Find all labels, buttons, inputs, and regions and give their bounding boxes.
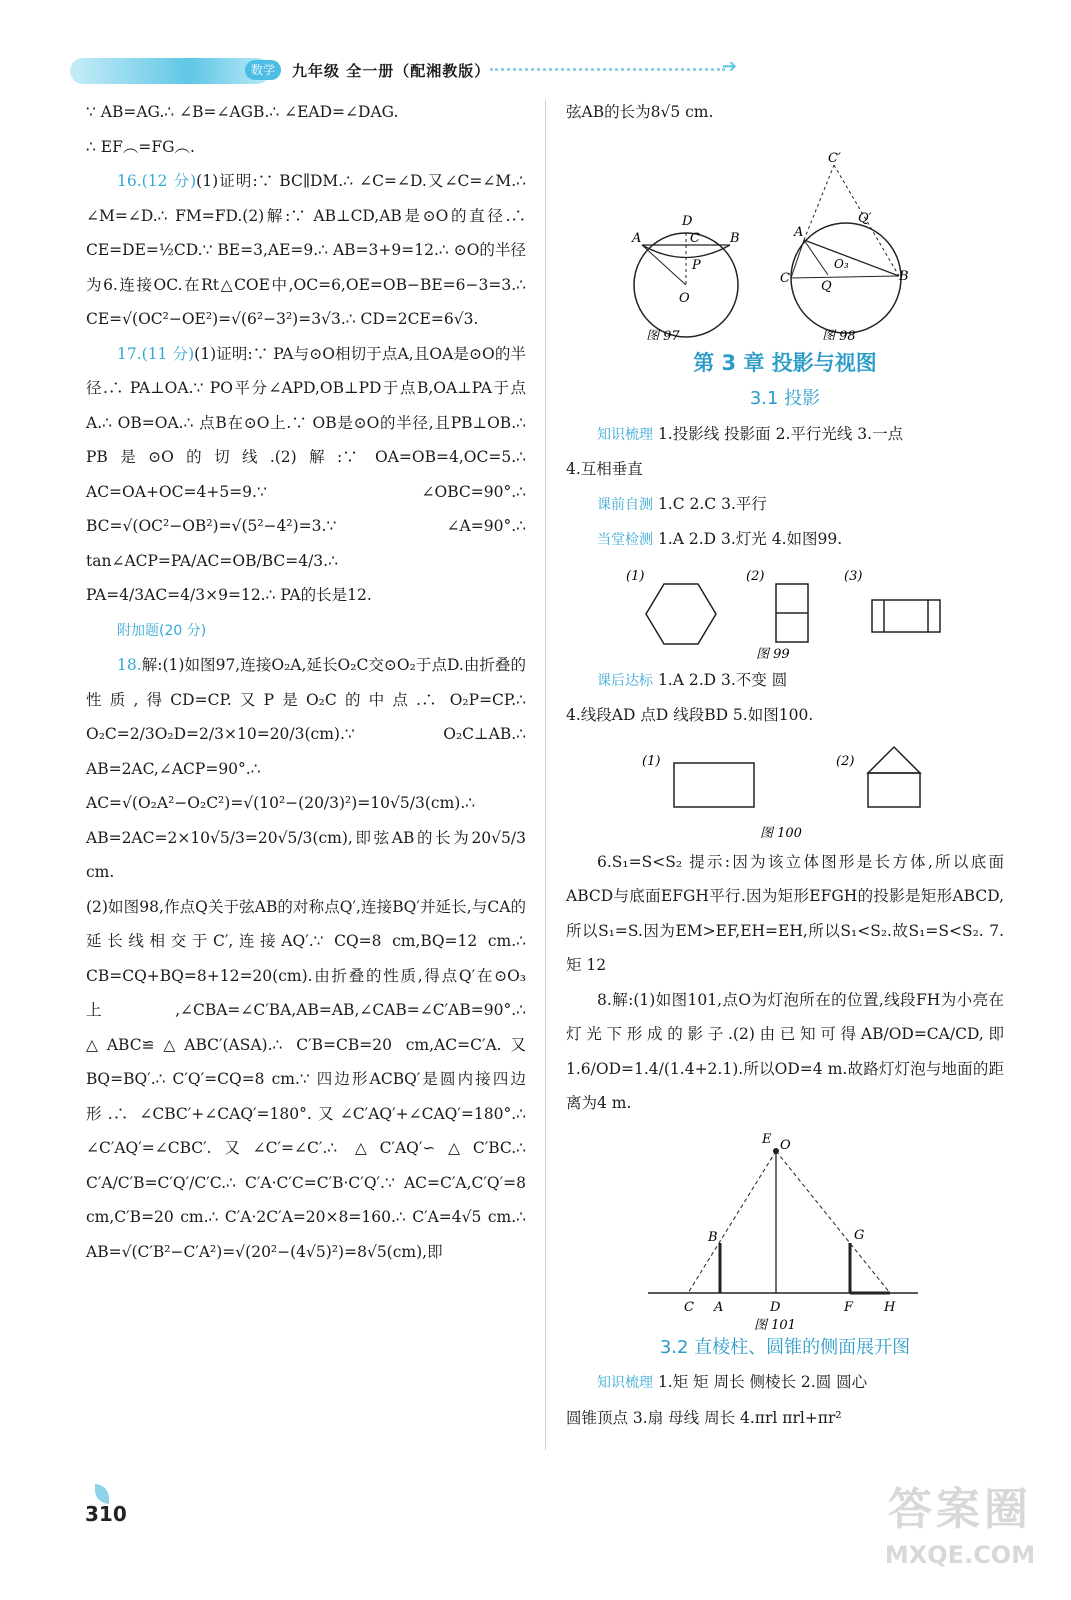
answer-text: 4.线段AD 点D 线段BD 5.如图100. [566, 706, 814, 724]
header-swoosh [70, 58, 270, 84]
answer-row [566, 1365, 1004, 1401]
svg-text:C: C [690, 230, 700, 246]
caption-99: 图 99 [756, 646, 790, 662]
section-tag: 课后达标 [597, 672, 653, 689]
svg-text:D: D [770, 1299, 781, 1315]
answer-text: (1)证明:∵ BC∥DM.∴ ∠C=∠D.又∠C=∠M.∴ ∠M=∠D.∴ FM=FD.(2)解:∵ AB⊥CD,AB是⊙O的直径.∴ CE=DE=½CD.∵ BE=3,AE=9.∴ AB=3+9=12.∴ ⊙O的半径为6.连接OC.在Rt△COE中,OC=6,OE=OB−BE=6−3=3.∴ CE=√(OC²−OE²)=√(6²−3²)=3√3.∴ CD=2CE=6√3. [86, 172, 526, 328]
answer-row [566, 522, 1004, 558]
svg-text:O: O [679, 290, 690, 306]
question-18 [86, 648, 526, 890]
view-shapes [566, 733, 1004, 845]
watermark [880, 1480, 1040, 1590]
svg-text:F: F [844, 1299, 854, 1315]
answer-text: 1.A 2.D 3.灯光 4.如图99. [657, 530, 843, 548]
question-17 [86, 337, 526, 613]
answer-text: 1.C 2.C 3.平行 [657, 494, 767, 513]
svg-text:C: C [684, 1299, 694, 1315]
section-title: 3.1 投影 [749, 388, 821, 409]
answer-text: (1)证明:∵ PA与⊙O相切于点A,且OA是⊙O的半径.∴ PA⊥OA.∵ PO平分∠APD,OB⊥PD于点B,OA⊥PA于点A.∴ OB=OA.∴ 点B在⊙O上.∵ OB是⊙O的半径,且PB⊥OB.∴ PB是⊙O的切线.(2)解:∵ OA=OB=4,OC=5.∴ AC=OA+OC=4+5=9.∵ ∠OBC=90°.∴ BC=√(OC²−OB²)=√(5²−4²)=3.∵ ∠A=90°.∴ tan∠ACP=PA/AC=OB/BC=4/3.∴ PA=4/3AC=4/3×9=12.∴ PA的长是12. [86, 344, 526, 604]
svg-text:B: B [708, 1229, 718, 1245]
fig99-label-2: (2) [746, 568, 765, 584]
answer-row [566, 487, 1004, 523]
projection-shapes [566, 558, 1004, 663]
svg-text:A: A [714, 1299, 724, 1315]
answer-text: 解:(1)如图97,连接O₂A,延长O₂C交⊙O₂于点D.由折叠的性质,得CD=CP.又P是O₂C的中点.∴ O₂P=CP.∴ O₂C=2/3O₂D=2/3×10=20/3(cm).∵ O₂C⊥AB.∴ AB=2AC,∠ACP=90°.∴ AC=√(O₂A²−O₂C²)=√(10²−(20/3)²)=10√5/3(cm).∴ AB=2AC=2×10√5/3=20√5/3(cm),即弦AB的长为20√5/3 cm. [86, 656, 526, 881]
question-16 [86, 164, 526, 337]
svg-text:B: B [730, 230, 740, 246]
chapter-title: 第 3 章 投影与视图 [693, 350, 877, 375]
svg-text:H: H [884, 1299, 896, 1315]
left-column [86, 95, 526, 1269]
subject-badge: 数学 [245, 60, 281, 80]
answer-text: 1.矩 矩 周长 侧棱长 2.圆 圆心 [657, 1373, 868, 1391]
caption-101: 图 101 [754, 1317, 796, 1331]
section-title: 3.2 直棱柱、圆锥的侧面展开图 [659, 1336, 911, 1358]
caption-100: 图 100 [760, 825, 802, 841]
fig100-label-2: (2) [836, 753, 855, 769]
answer-row [566, 417, 1004, 453]
circle-diagrams [566, 130, 1004, 340]
figure-100 [566, 733, 1004, 845]
section-tag: 知识梳理 [597, 426, 653, 443]
section-tag: 当堂检测 [597, 532, 653, 548]
book-title: 九年级 全一册（配湘教版） [292, 62, 491, 80]
svg-text:D: D [682, 213, 693, 229]
svg-text:O₃: O₃ [834, 256, 849, 271]
svg-text:C: C [780, 270, 790, 286]
text-line: 弦AB的长为8√5 cm. [566, 103, 714, 121]
answer-text: 圆锥顶点 3.扇 母线 周长 4.πrl πrl+πr² [566, 1408, 842, 1427]
fig100-label-1: (1) [642, 753, 661, 769]
text-line: ∴ EF︵=FG︵. [86, 137, 195, 156]
svg-text:B: B [899, 268, 909, 284]
svg-text:G: G [854, 1227, 865, 1243]
leaf-icon [95, 1484, 109, 1504]
fig99-label-3: (3) [844, 568, 863, 584]
caption-98: 图 98 [822, 328, 856, 340]
fig99-label-1: (1) [626, 568, 645, 584]
svg-text:O: O [780, 1137, 791, 1153]
answer-text: 1.A 2.D 3.不变 圆 [657, 670, 788, 689]
header-dots [490, 68, 725, 71]
figure-99 [566, 558, 1004, 663]
section-tag: 知识梳理 [597, 1375, 653, 1391]
answer-row [566, 663, 1004, 699]
question-number: 16.(12 分) [117, 172, 197, 190]
caption-97: 图 97 [646, 328, 680, 340]
svg-text:E: E [762, 1131, 772, 1147]
svg-text:A: A [794, 224, 804, 240]
page-number: 310 [85, 1502, 127, 1526]
svg-text:Q: Q [821, 278, 832, 294]
arrow-right-icon: ➔ [722, 56, 738, 77]
figures-97-98 [566, 130, 1004, 340]
page-header [60, 50, 760, 86]
watermark-url: MXQE.COM [884, 1541, 1036, 1569]
svg-text:A: A [632, 230, 642, 246]
column-divider [545, 100, 546, 1450]
right-column [566, 95, 1004, 1435]
hint-text: 提示:因为该立体图形是长方体,所以底面ABCD与底面EFGH平行.因为矩形EFGH的投影是矩形ABCD,所以S₁=S.因为EM>EF,EH=EH,所以S₁<S₂.故S₁=S<S₂. [566, 852, 1004, 940]
figure-101 [566, 1121, 1004, 1331]
answer-text: 6.S₁=S<S₂ [597, 852, 683, 871]
section-tag: 课前自测 [597, 496, 653, 513]
answer-text: (2)如图98,作点Q关于弦AB的对称点Q′,连接BQ′并延长,与CA的延长线相交于C′,连接AQ′.∵ CQ=8 cm,BQ=12 cm.∴ CB=CQ+BQ=8+12=20(cm).由折叠的性质,得点Q′在⊙O₃上,∠CBA=∠C′BA,AB=AB,∠CAB=∠C′AB=90°.∴ △ABC≌△ABC′(ASA).∴ C′B=CB=20 cm,AC=C′A.又BQ=BQ′.∴ C′Q′=CQ=8 cm.∵ 四边形ACBQ′是圆内接四边形.∴ ∠CBC′+∠CAQ′=180°.又∠C′AQ′+∠CAQ′=180°.∴ ∠C′AQ′=∠CBC′.又∠C′=∠C′.∴ △C′AQ′∽△C′BC.∴ C′A/C′B=C′Q′/C′C.∴ C′A·C′C=C′B·C′Q′.∵ AC=C′A,C′Q′=8 cm,C′B=20 cm.∴ C′A·2C′A=20×8=160.∴ C′A=4√5 cm.∴ AB=√(C′B²−C′A²)=√(20²−(4√5)²)=8√5(cm),即 [86, 897, 526, 1261]
watermark-logo: 答案圈 [888, 1484, 1032, 1535]
svg-text:C′: C′ [828, 150, 841, 166]
extra-heading [86, 613, 526, 649]
svg-text:P: P [692, 257, 701, 273]
extra-label: 附加题(20 分) [117, 622, 207, 639]
answer-text: 1.投影线 投影面 2.平行光线 3.一点 [657, 424, 904, 443]
question-number: 17.(11 分) [117, 344, 195, 363]
svg-text:Q′: Q′ [858, 210, 872, 226]
answer-6 [566, 845, 1004, 983]
answer-text: 7.矩 12 [566, 921, 1004, 974]
text-line: ∵ AB=AG.∴ ∠B=∠AGB.∴ ∠EAD=∠DAG. [86, 103, 399, 121]
question-number: 18. [117, 656, 142, 674]
lamp-shadow-diagram [566, 1121, 1004, 1331]
answer-8: 8.解:(1)如图101,点O为灯泡所在的位置,线段FH为小亮在灯光下形成的影子.(2)由已知可得AB/OD=CA/CD,即1.6/OD=1.4/(1.4+2.1).所以OD=4 m.故路灯灯泡与地面的距离为4 m. [566, 990, 1004, 1112]
answer-text: 4.互相垂直 [566, 460, 643, 478]
